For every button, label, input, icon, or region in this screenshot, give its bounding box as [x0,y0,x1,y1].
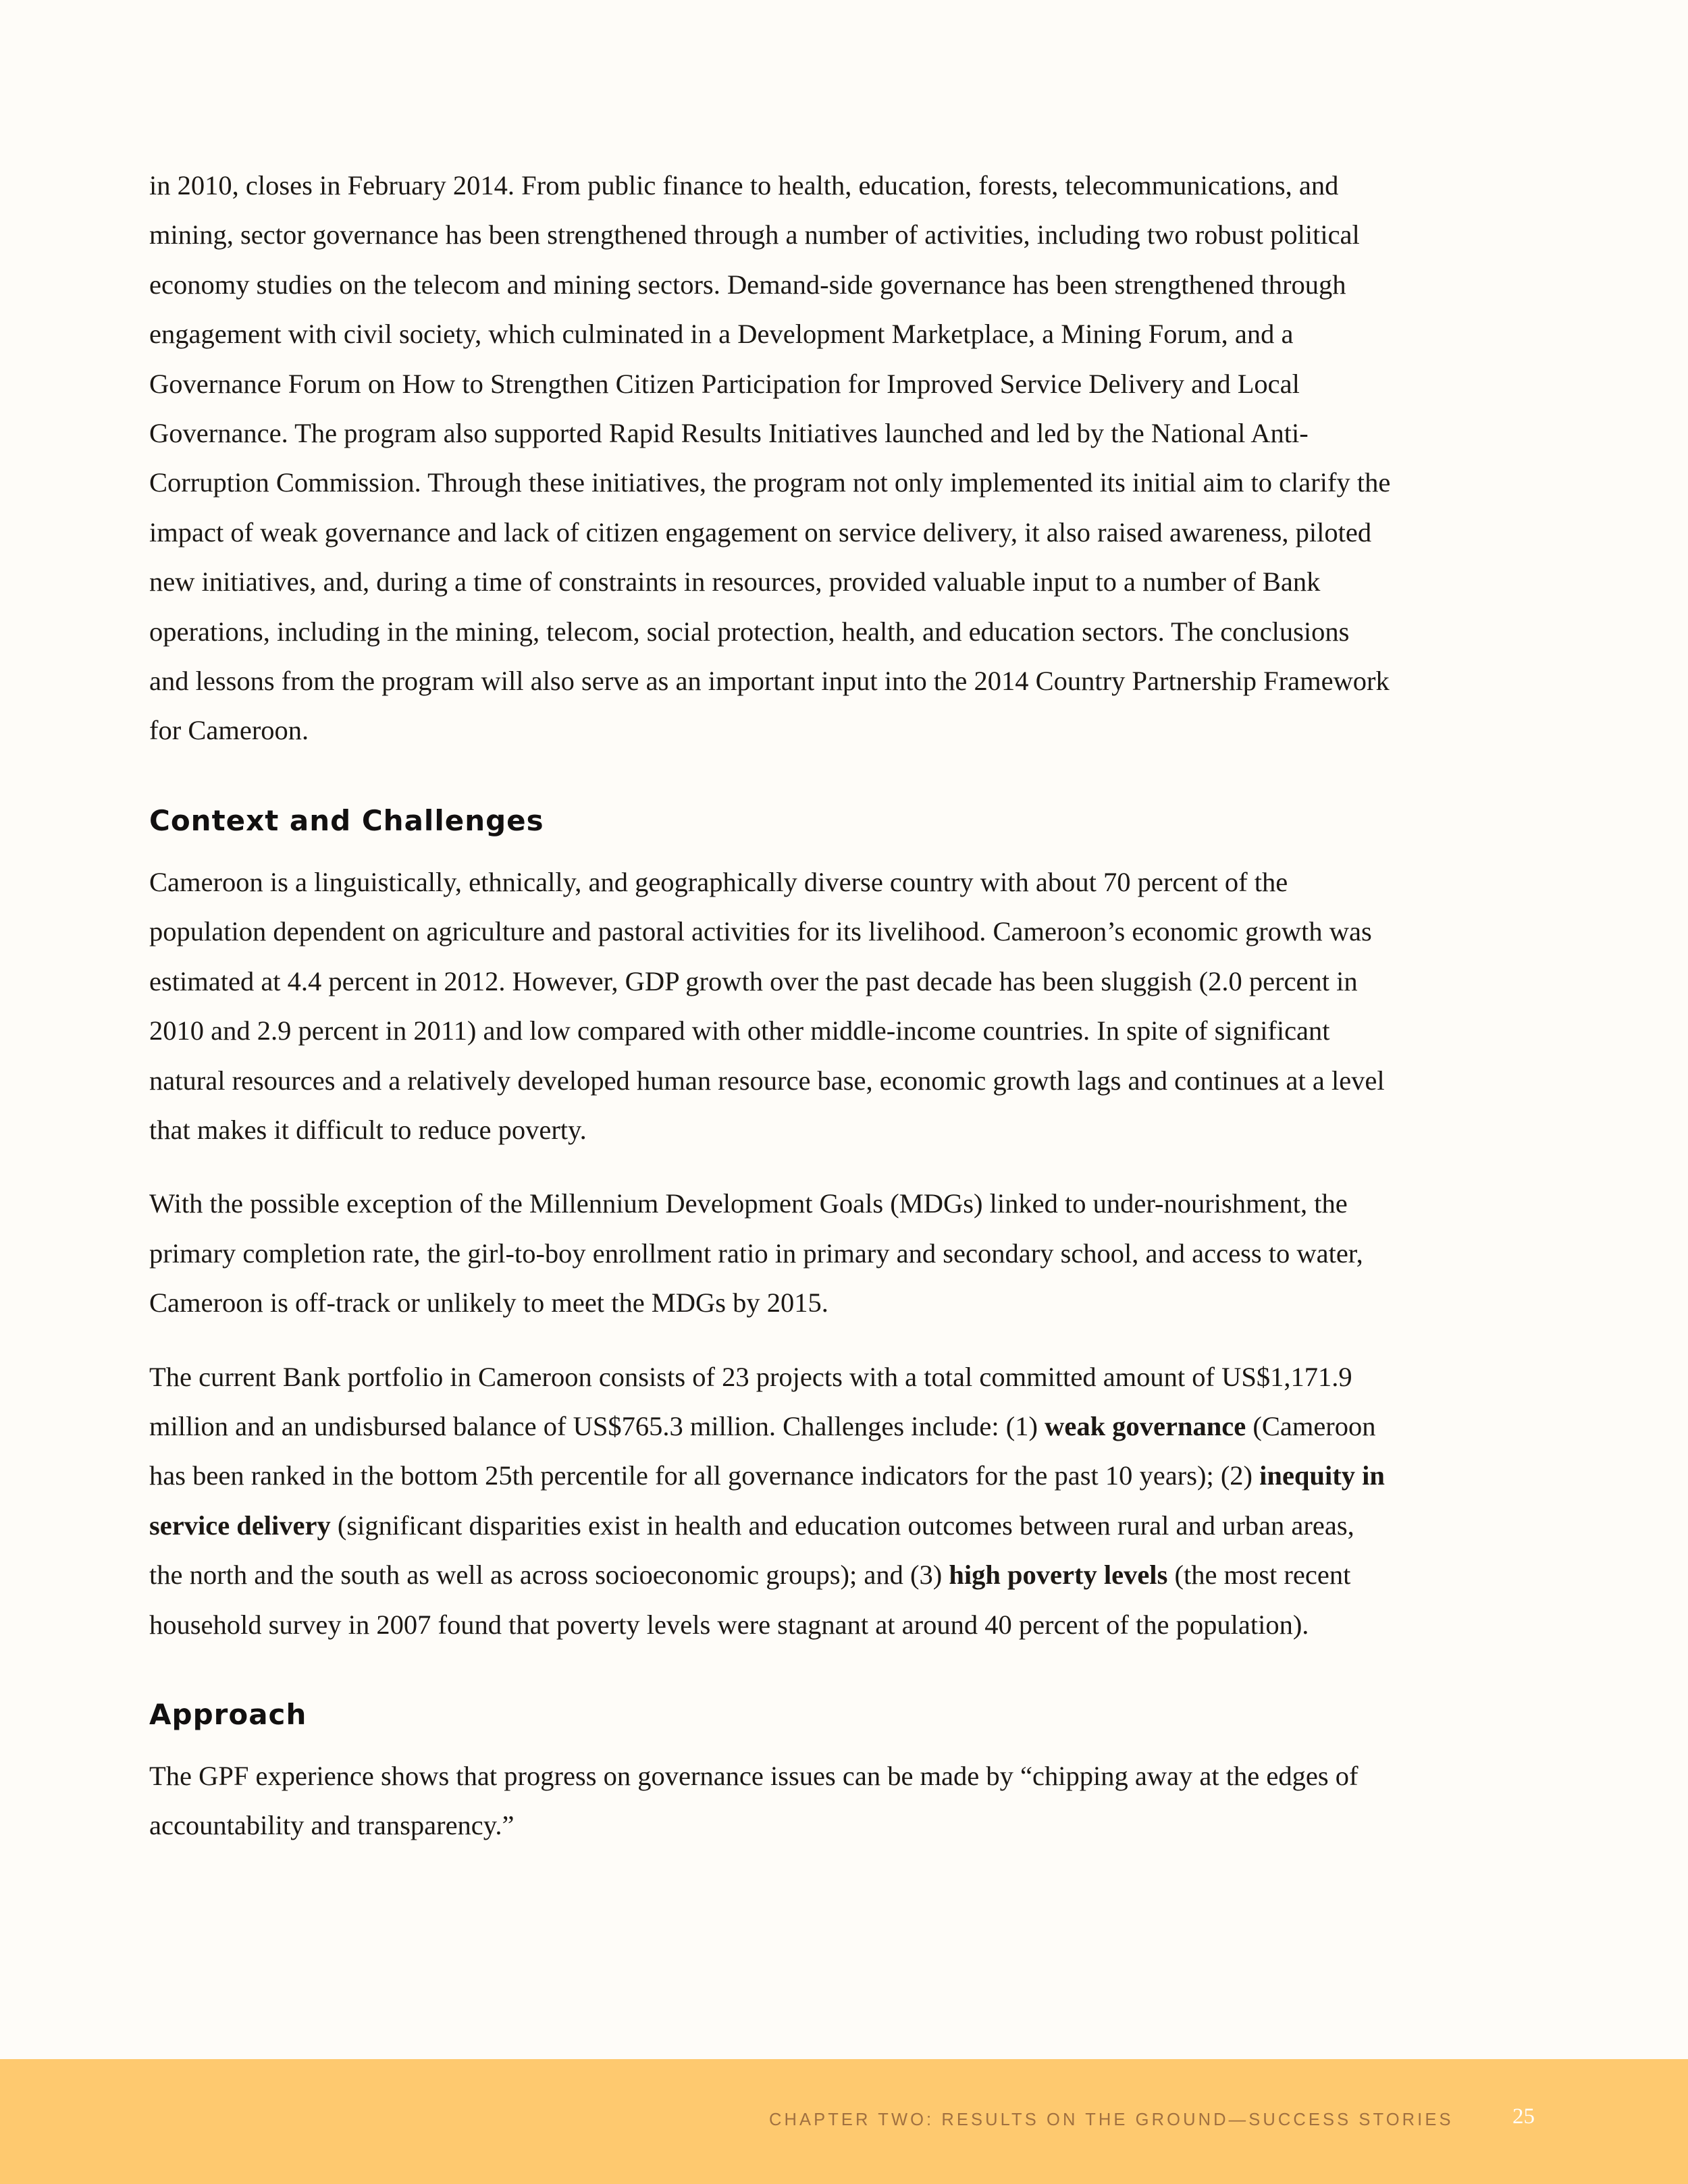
p3-text-4: (the most recent household survey in 2007 found that poverty levels were stagnant at around 40 percent of the population). [149,1560,1351,1640]
p3-text-1: The current Bank portfolio in Cameroon consists of 23 projects with a total committed amount of US$1,171.9 million and an undisbursed balance of US$765.3 million. Challenges include: (1) [149,1361,1352,1441]
main-content [149,161,1392,1850]
context-heading: Context and Challenges [149,803,544,837]
running-head: CHAPTER TWO: RESULTS ON THE GROUND—SUCCESS STORIES [769,2110,1454,2129]
context-paragraph-2: With the possible exception of the Millennium Development Goals (MDGs) linked to under-nourishment, the primary completion rate, the girl-to-boy enrollment ratio in primary and secondary school, and access to water, Cameroon is off-track or unlikely to meet the MDGs by 2015. [149,1188,1363,1319]
p3-bold-inequity: inequity in service delivery [149,1460,1385,1541]
approach-heading: Approach [149,1697,307,1731]
intro-paragraph: in 2010, closes in February 2014. From public finance to health, education, forests, telecommunications, and mining, sector governance has been strengthened through a number of activities, including two robust political economy studies on the telecom and mining sectors. Demand-side governance has been strengthened through engagement with civil society, which culminated in a Development Marketplace, a Mining Forum, and a Governance Forum on How to Strengthen Citizen Participation for Improved Service Delivery and Local Governance. The program also supported Rapid Results Initiatives launched and led by the National Anti-Corruption Commission. Through these initiatives, the program not only implemented its initial aim to clarify the impact of weak governance and lack of citizen engagement on service delivery, it also raised awareness, piloted new initiatives, and, during a time of constraints in resources, provided valuable input to a number of Bank operations, including in the mining, telecom, social protection, health, and education sectors. The conclusions and lessons from the program will also serve as an important input into the 2014 Country Partnership Framework for Cameroon. [149,170,1391,746]
p3-text-2: (Cameroon has been ranked in the bottom 25th percentile for all governance indicators for the past 10 years); (2) [149,1410,1376,1491]
p3-text-3: (significant disparities exist in health and education outcomes between rural and urban areas, the north and the south as well as across socioeconomic groups); and (3) [149,1510,1354,1591]
p3-bold-weak-governance: weak governance [1045,1410,1246,1441]
page-number: 25 [1512,2104,1535,2129]
approach-paragraph: The GPF experience shows that progress on governance issues can be made by “chipping away at the edges of accountability and transparency.” [149,1760,1359,1841]
p3-bold-poverty: high poverty levels [949,1560,1168,1591]
context-paragraph-1: Cameroon is a linguistically, ethnically, and geographically diverse country with about 70 percent of the population dependent on agriculture and pastoral activities for its livelihood. Cameroon’s economic growth was estimated at 4.4 percent in 2012. However, GDP growth over the past decade has been sluggish (2.0 percent in 2010 and 2.9 percent in 2011) and low compared with other middle-income countries. In spite of significant natural resources and a relatively developed human resource base, economic growth lags and continues at a level that makes it difficult to reduce poverty. [149,866,1385,1145]
context-paragraph-3 [149,1352,1392,1649]
